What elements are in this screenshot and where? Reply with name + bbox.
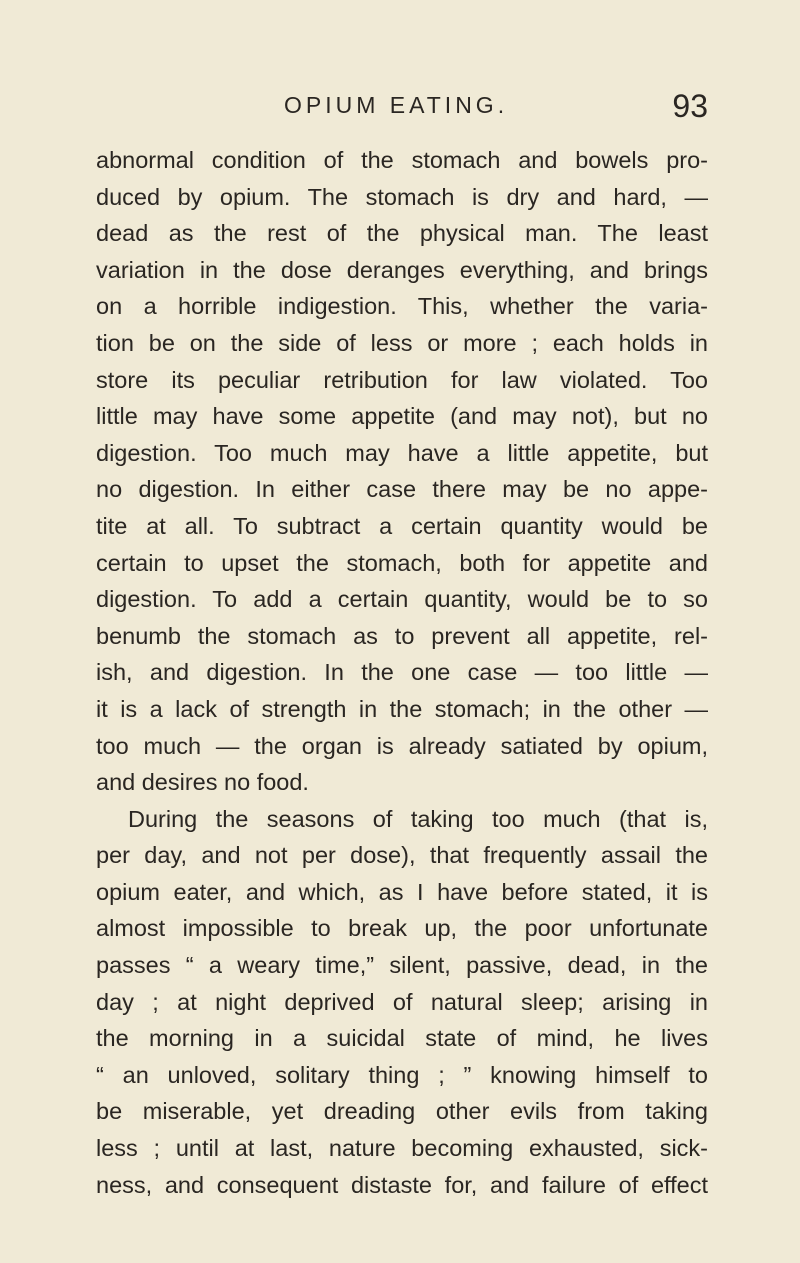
text-line: be miserable, yet dreading other evils from taking: [96, 1098, 708, 1125]
text-line: duced by opium. The stomach is dry and hard, —: [96, 183, 708, 210]
text-line: on a horrible indigestion. This, whether the varia-: [96, 293, 708, 320]
text-line: tite at all. To subtract a certain quantity would be: [96, 512, 708, 539]
text-line: it is a lack of strength in the stomach; in the other —: [96, 695, 708, 722]
text-line: per day, and not per dose), that frequently assail the: [96, 842, 708, 869]
text-line: During the seasons of taking too much (that is,: [128, 805, 708, 832]
text-line: digestion. Too much may have a little appetite, but: [96, 439, 708, 466]
text-line: tion be on the side of less or more ; each holds in: [96, 329, 708, 356]
text-line: store its peculiar retribution for law violated. Too: [96, 366, 708, 393]
text-line: day ; at night deprived of natural sleep; arising in: [96, 988, 708, 1015]
text-line: digestion. To add a certain quantity, would be to so: [96, 586, 708, 613]
text-line: no digestion. In either case there may be no appe-: [96, 476, 708, 503]
text-line: and desires no food.: [96, 769, 309, 796]
text-line: ish, and digestion. In the one case — too little —: [96, 659, 708, 686]
body-text: [96, 142, 708, 1203]
text-line: variation in the dose deranges everything, and brings: [96, 256, 708, 283]
text-line: almost impossible to break up, the poor unfortunate: [96, 915, 708, 942]
text-line: the morning in a suicidal state of mind, he lives: [96, 1025, 708, 1052]
text-line: less ; until at last, nature becoming exhausted, sick-: [96, 1135, 708, 1162]
running-title: OPIUM EATING.: [284, 92, 509, 118]
text-line: abnormal condition of the stomach and bowels pro-: [96, 147, 708, 173]
text-line: too much — the organ is already satiated by opium,: [96, 732, 708, 759]
text-line: opium eater, and which, as I have before stated, it is: [96, 878, 708, 905]
text-line: ness, and consequent distaste for, and failure of effect: [96, 1171, 708, 1198]
text-line: little may have some appetite (and may not), but no: [96, 403, 708, 430]
page-number: 93: [672, 88, 708, 124]
text-line: certain to upset the stomach, both for appetite and: [96, 549, 708, 576]
text-line: passes “ a weary time,” silent, passive, dead, in the: [96, 952, 708, 979]
text-line: benumb the stomach as to prevent all appetite, rel-: [96, 622, 708, 649]
page-header: [96, 88, 708, 128]
text-line: dead as the rest of the physical man. The least: [96, 220, 708, 247]
text-line: “ an unloved, solitary thing ; ” knowing himself to: [96, 1061, 708, 1088]
